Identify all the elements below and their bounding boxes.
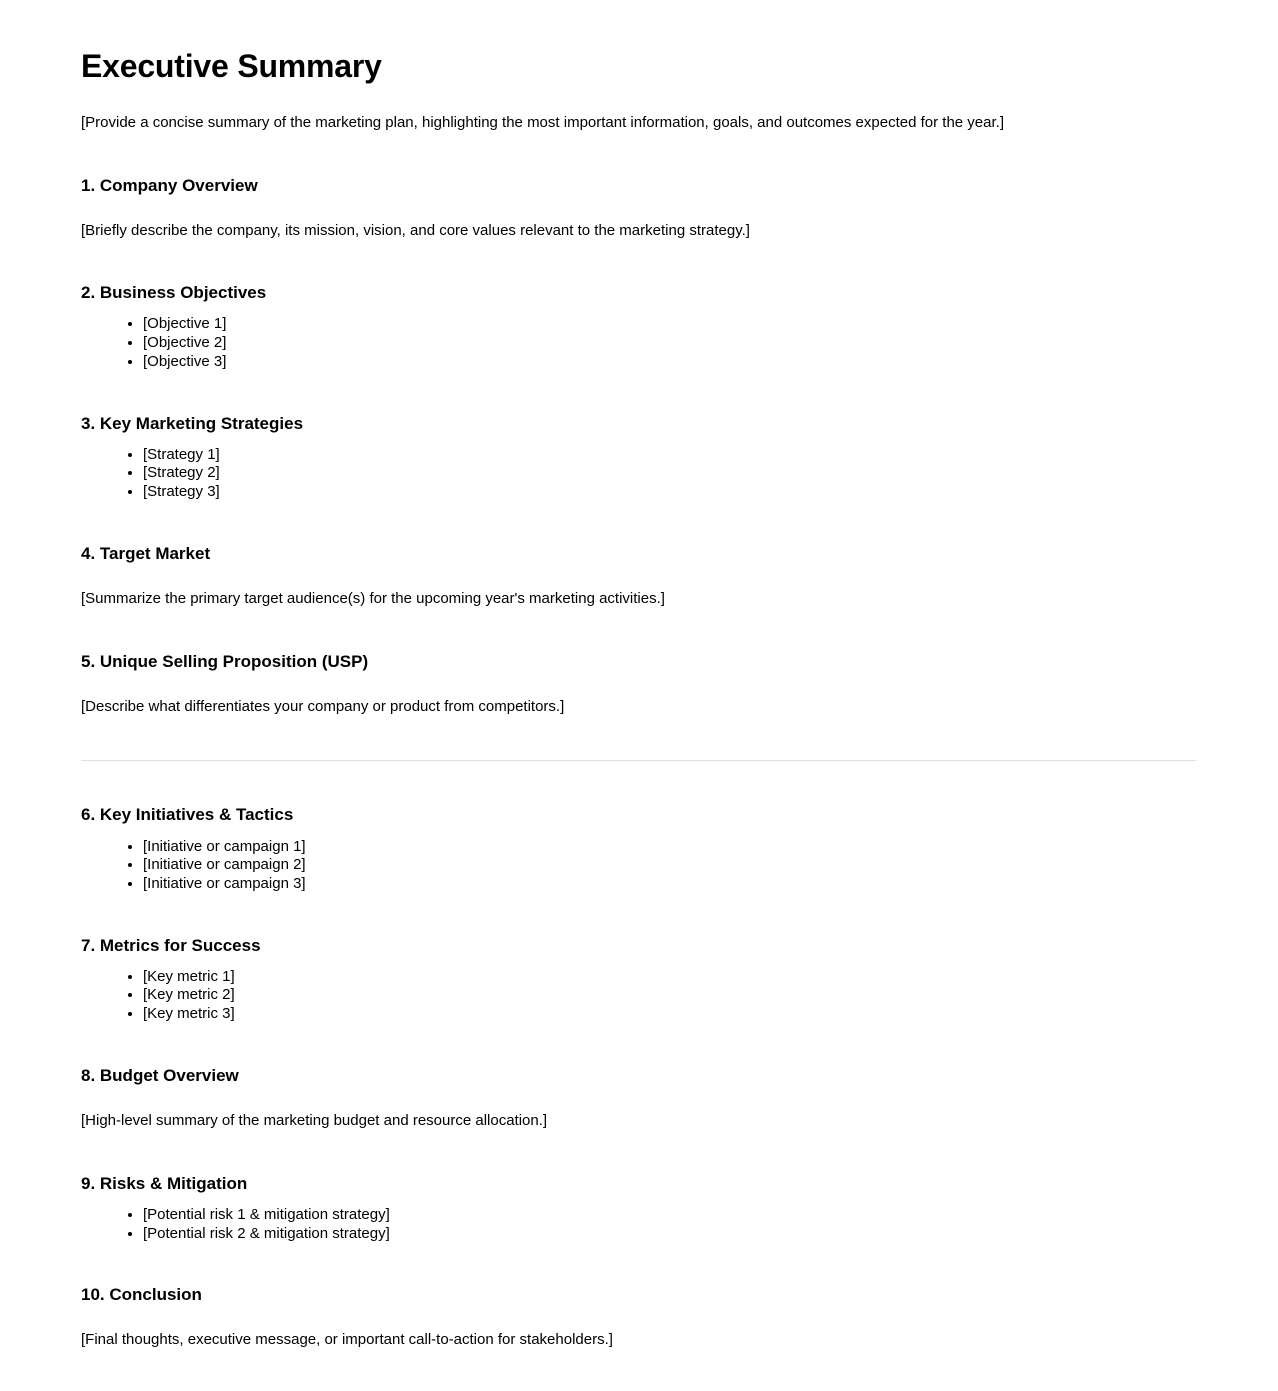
section-heading: 6. Key Initiatives & Tactics — [81, 805, 294, 825]
document-section — [81, 413, 1196, 502]
document-section — [81, 543, 1196, 610]
section-paragraph: [Describe what differentiates your company or product from competitors.] — [81, 697, 565, 715]
list-item: • [Strategy 1] — [143, 446, 1196, 465]
section-paragraph: [High-level summary of the marketing budget and resource allocation.] — [81, 1111, 548, 1129]
page-title: Executive Summary — [81, 48, 382, 84]
list-item: • [Potential risk 2 & mitigation strategy] — [143, 1225, 1196, 1244]
list-item: • [Initiative or campaign 3] — [143, 875, 1196, 894]
section-heading: 4. Target Market — [81, 543, 211, 563]
section-heading: 8. Budget Overview — [81, 1065, 239, 1085]
list-item: • [Strategy 3] — [143, 483, 1196, 502]
sections-container — [81, 175, 1196, 1352]
document-section — [81, 1284, 1196, 1351]
document-section — [81, 1173, 1196, 1244]
section-paragraph: [Briefly describe the company, its mission, vision, and core values relevant to the marketing strategy.] — [81, 221, 750, 239]
list-item: • [Initiative or campaign 2] — [143, 856, 1196, 875]
section-heading: 9. Risks & Mitigation — [81, 1173, 248, 1193]
section-heading: 10. Conclusion — [81, 1285, 202, 1305]
section-heading: 1. Company Overview — [81, 175, 258, 195]
list-item: • [Strategy 2] — [143, 464, 1196, 483]
list-item: • [Potential risk 1 & mitigation strategy] — [143, 1206, 1196, 1225]
list-item: • [Key metric 3] — [143, 1005, 1196, 1024]
list-item: • [Objective 3] — [143, 353, 1196, 372]
section-paragraph: [Final thoughts, executive message, or important call-to-action for stakeholders.] — [81, 1331, 613, 1349]
list-item: • [Objective 1] — [143, 315, 1196, 334]
section-heading: 7. Metrics for Success — [81, 935, 261, 955]
section-paragraph: [Summarize the primary target audience(s) for the upcoming year's marketing activities.] — [81, 589, 665, 607]
document-section — [81, 804, 1196, 893]
document-section — [81, 282, 1196, 371]
section-bullet-list — [81, 446, 1196, 502]
document-section — [81, 1065, 1196, 1132]
section-heading: 5. Unique Selling Proposition (USP) — [81, 651, 369, 671]
list-item: • [Key metric 2] — [143, 986, 1196, 1005]
document-section — [81, 651, 1196, 718]
section-bullet-list — [81, 1206, 1196, 1243]
section-heading: 2. Business Objectives — [81, 283, 267, 303]
section-bullet-list — [81, 838, 1196, 894]
document-section — [81, 935, 1196, 1024]
list-item: • [Objective 2] — [143, 334, 1196, 353]
document-section — [81, 175, 1196, 242]
section-bullet-list — [81, 968, 1196, 1024]
section-divider — [81, 760, 1196, 761]
list-item: • [Key metric 1] — [143, 968, 1196, 987]
list-item: • [Initiative or campaign 1] — [143, 838, 1196, 857]
section-heading: 3. Key Marketing Strategies — [81, 413, 304, 433]
section-bullet-list — [81, 315, 1196, 371]
intro-paragraph: [Provide a concise summary of the marketing plan, highlighting the most important information, goals, and outcomes expected for the year.] — [81, 113, 1004, 131]
